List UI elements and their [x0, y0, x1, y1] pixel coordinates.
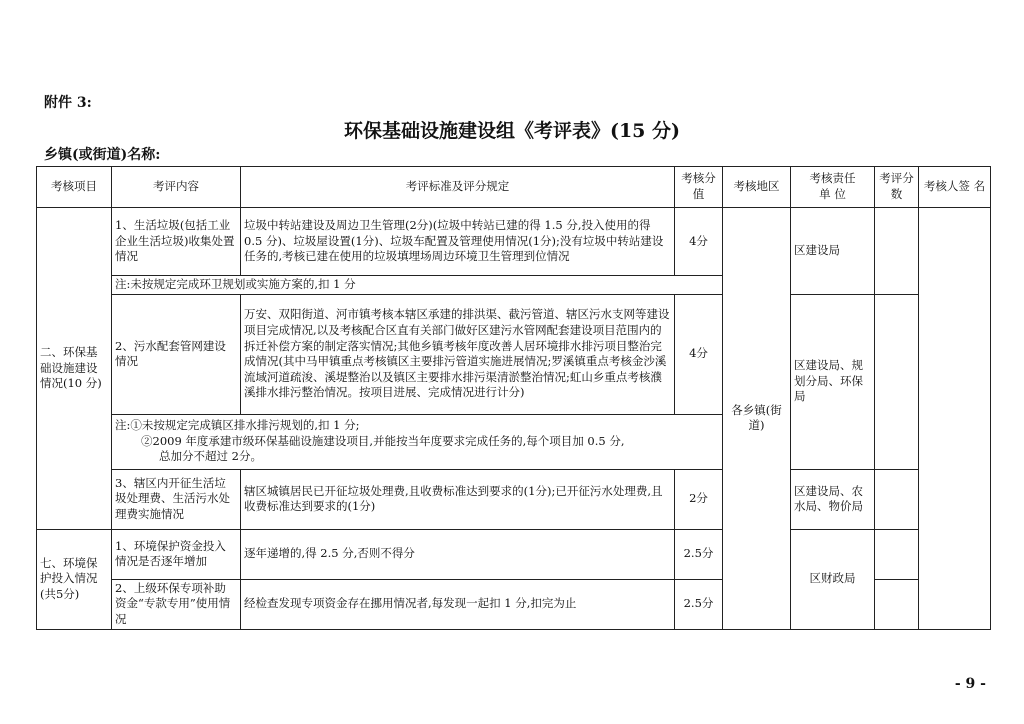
table-header-row: [37, 167, 991, 208]
table-row: [37, 469, 991, 529]
section2-row1-content: 1、生活垃圾(包括工业企业生活垃圾)收集处置情况: [112, 208, 241, 276]
section2-row2-score: 4分: [675, 294, 723, 414]
header-criteria: 考评标准及评分规定: [241, 167, 675, 208]
section7-row2-score: 2.5分: [675, 579, 723, 629]
section7-row2-criteria: 经检查发现专项资金存在挪用情况者,每发现一起扣 1 分,扣完为止: [241, 579, 675, 629]
header-eval-score: 考评分数: [875, 167, 919, 208]
section2-row2-criteria: 万安、双阳街道、河市镇考核本辖区承建的排洪渠、截污管道、辖区污水支网等建设项目完成情况,以及考核配合区直有关部门做好区建污水管网配套建设项目范围内的拆迁补偿方案的制定落实情况;其他乡镇考核年度改善人居环境排水排污项目整治完成情况(其中马甲镇重点考核镇区主要排污管道实施进展情况;罗溪镇重点考核金沙溪流域河道疏浚、溪堤整治以及镇区主要排水排污渠清淤整治情况;虹山乡重点考核濮溪排水排污整治情况。按项目进展、完成情况进行计分): [241, 294, 675, 414]
page-number: - 9 -: [954, 676, 986, 692]
section7-label: 七、环境保护投入情况(共5分): [37, 529, 112, 629]
section2-row2-content: 2、污水配套管网建设情况: [112, 294, 241, 414]
header-score-value: 考核分值: [675, 167, 723, 208]
document-title: 环保基础设施建设组《考评表》(15 分): [343, 120, 681, 142]
section2-row1-dept: 区建设局: [791, 208, 875, 295]
header-signer: 考核人签 名: [919, 167, 991, 208]
section2-row3-criteria: 辖区城镇居民已开征垃圾处理费,且收费标准达到要求的(1分);已开征污水处理费,且收费标准达到要求的(1分): [241, 469, 675, 529]
section2-row2-dept: 区建设局、规划分局、环保局: [791, 294, 875, 469]
section2-row1-criteria: 垃圾中转站建设及周边卫生管理(2分)(垃圾中转站已建的得 1.5 分,投入使用的得 0.5 分)、垃圾屋设置(1分)、垃圾车配置及管理使用情况(1分);没有垃圾中转站建设任务的,考核已建在使用的垃圾填埋场周边环境卫生管理到位情况: [241, 208, 675, 276]
section2-row2-note2: ②2009 年度承建市级环保基础设施建设项目,并能按当年度要求完成任务的,每个项目加 0.5 分,: [141, 433, 625, 448]
section7-row1-criteria: 逐年递增的,得 2.5 分,否则不得分: [241, 529, 675, 579]
header-dept: [791, 167, 875, 208]
section7-dept: 区财政局: [791, 529, 875, 629]
score-cell: [875, 579, 919, 629]
section2-row3-score: 2分: [675, 469, 723, 529]
table-row: [37, 294, 991, 414]
section2-row2-notes: [112, 414, 723, 469]
header-dept-line2: 单 位: [819, 187, 846, 201]
annex-label: 附件 3:: [44, 95, 92, 111]
section2-row2-note1: 注:①未按规定完成镇区排水排污规划的,扣 1 分;: [115, 418, 360, 433]
header-area: 考核地区: [723, 167, 791, 208]
section7-row1-score: 2.5分: [675, 529, 723, 579]
signer-cell: [919, 208, 991, 630]
score-cell: [875, 469, 919, 529]
section2-row3-content: 3、辖区内开征生活垃圾处理费、生活污水处理费实施情况: [112, 469, 241, 529]
score-cell: [875, 208, 919, 295]
table-row: [37, 208, 991, 276]
header-content: 考评内容: [112, 167, 241, 208]
section2-row3-dept: 区建设局、农水局、物价局: [791, 469, 875, 529]
section2-label: 二、环保基础设施建设情况(10 分): [37, 208, 112, 530]
section2-row2-note3: 总加分不超过 2分。: [159, 449, 262, 464]
header-dept-line1: 考核责任: [809, 171, 856, 186]
town-name-label: 乡镇(或街道)名称:: [44, 147, 161, 163]
header-item: 考核项目: [37, 167, 112, 208]
evaluation-table: [36, 166, 991, 630]
score-cell: [875, 529, 919, 579]
table-row: [37, 529, 991, 579]
score-cell: [875, 294, 919, 469]
section7-row1-content: 1、环境保护资金投入情况是否逐年增加: [112, 529, 241, 579]
section7-row2-content: 2、上级环保专项补助资金“专款专用”使用情况: [112, 579, 241, 629]
section2-row1-score: 4分: [675, 208, 723, 276]
area-value: 各乡镇(街道): [723, 208, 791, 630]
section2-row1-note: 注:未按规定完成环卫规划或实施方案的,扣 1 分: [112, 276, 723, 295]
